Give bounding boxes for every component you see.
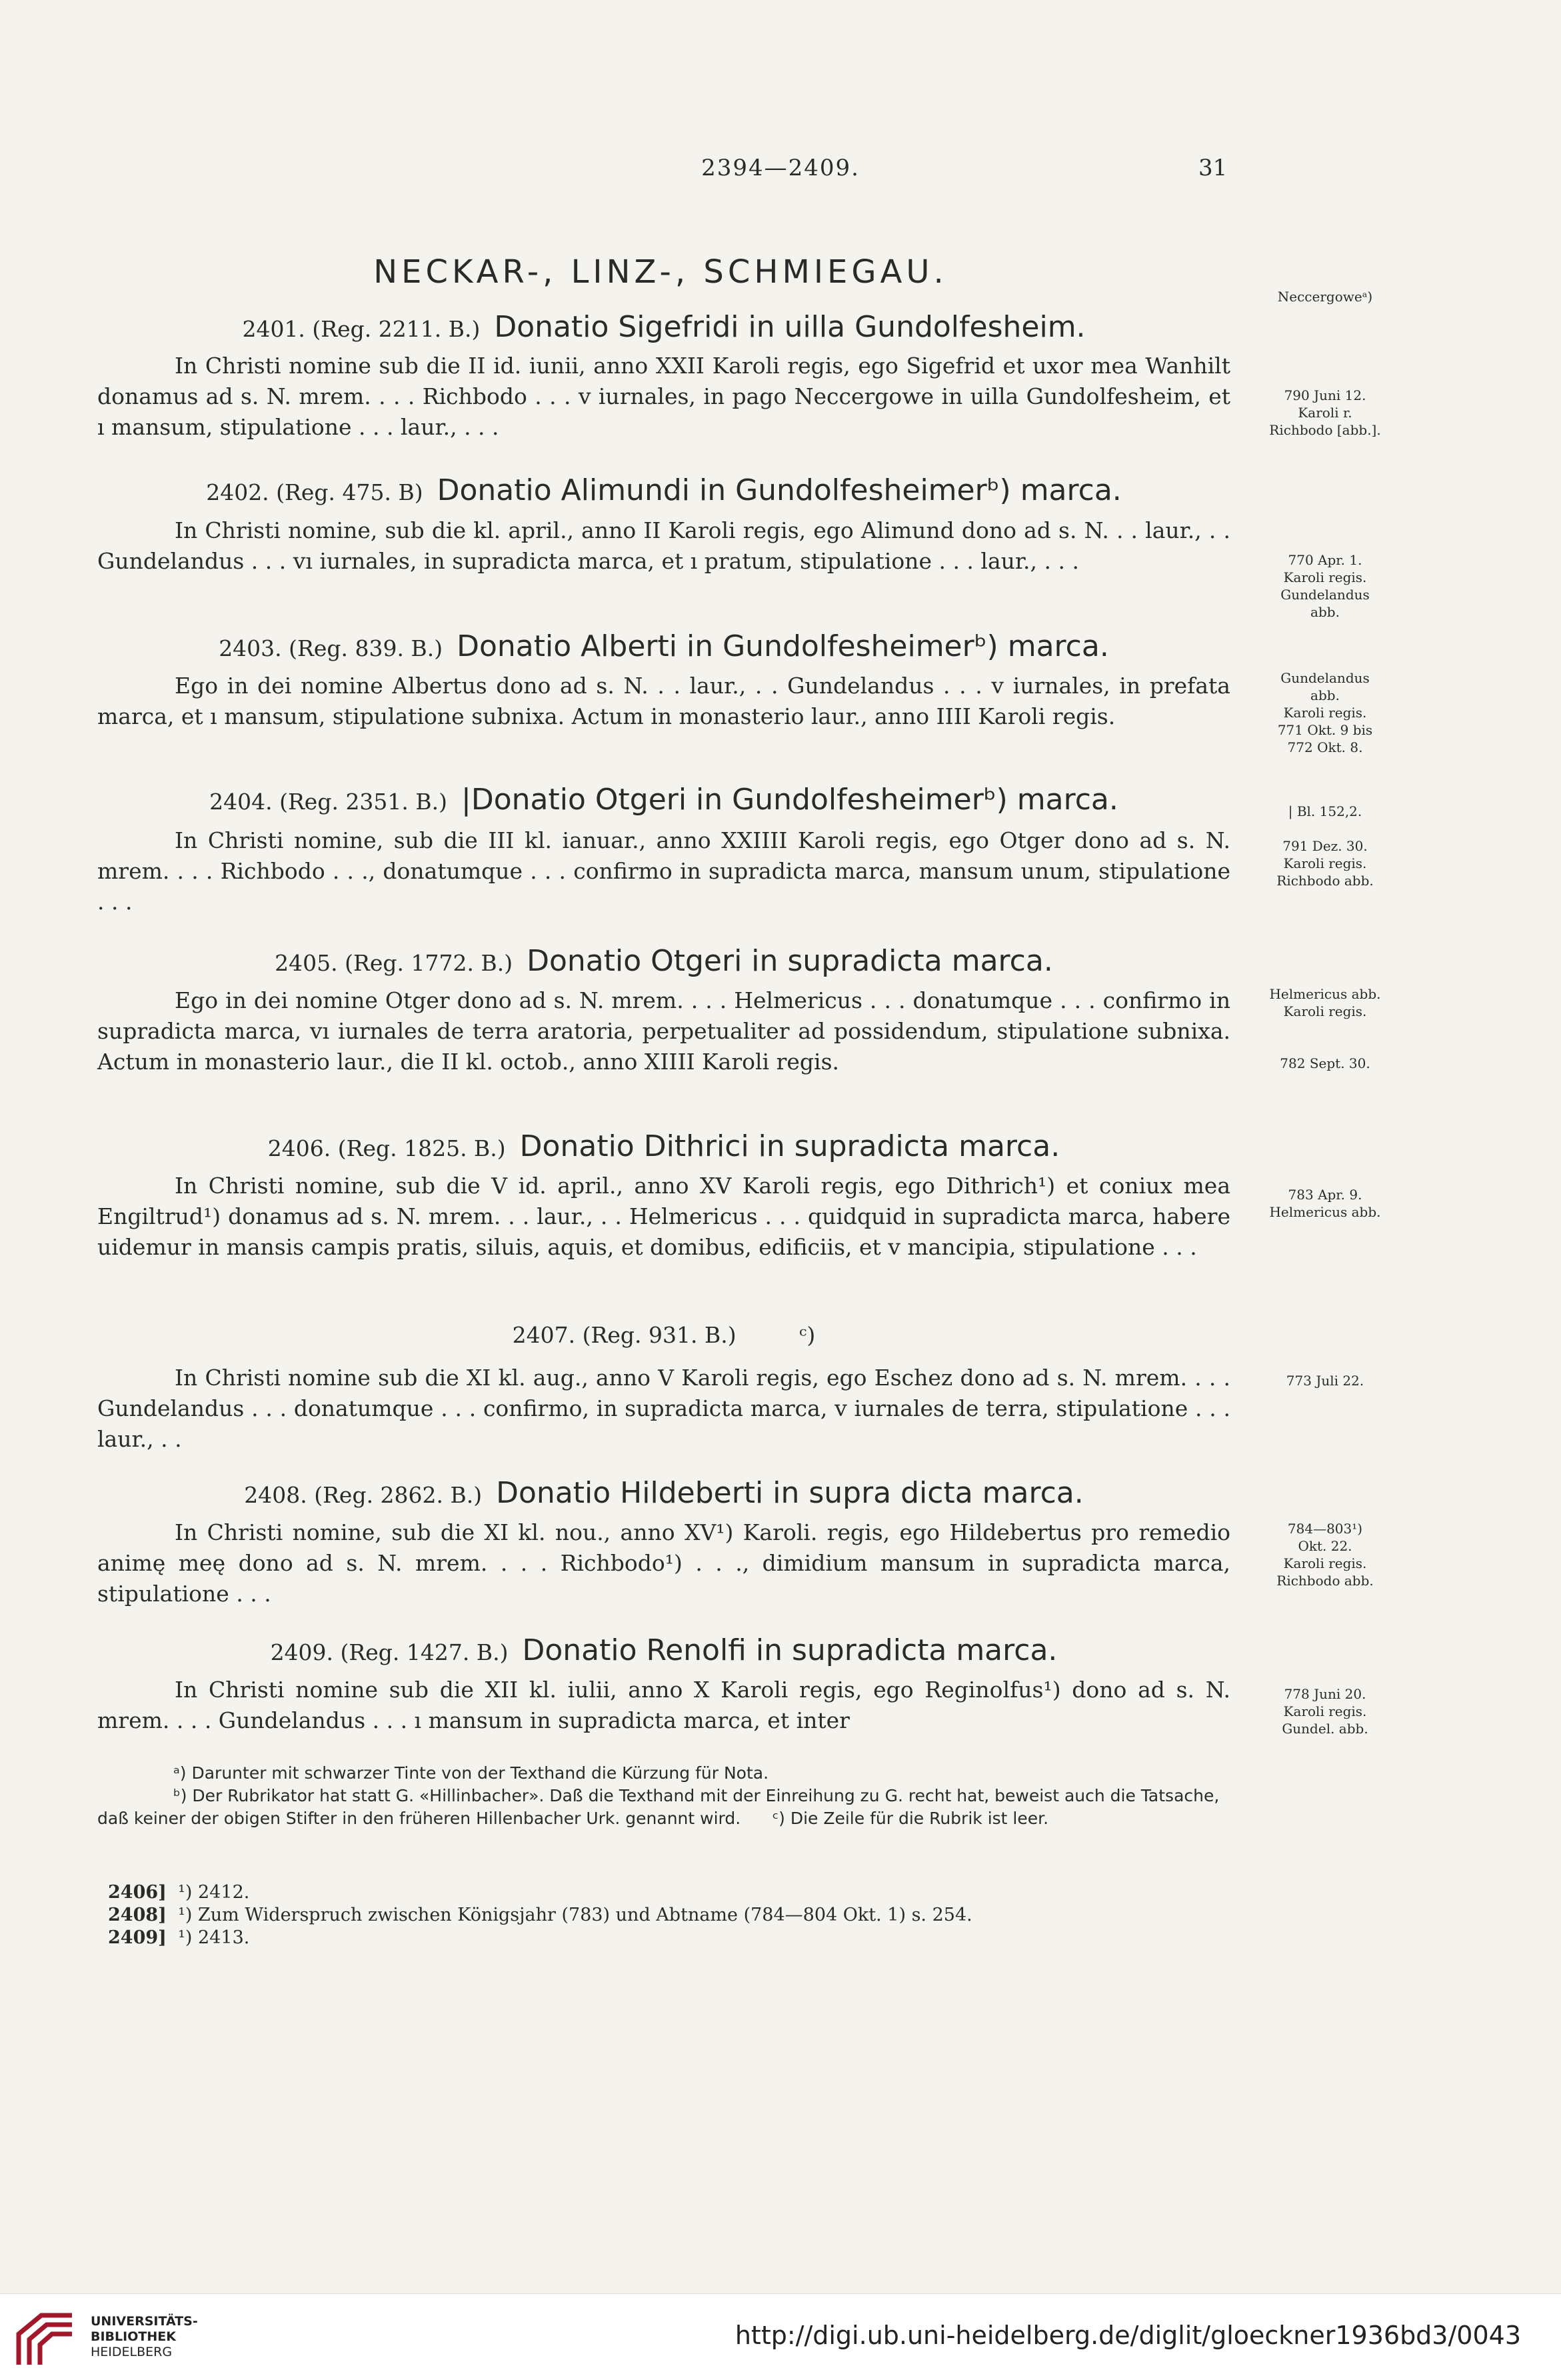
entry-text: In Christi nomine sub die XII kl. iulii, anno X Karoli regis, ego Reginolfus¹) dono ad s. N. mrem. . . . Gundelandus . . . ı mansum in supradicta marca, et inter [97,1677,1230,1733]
endnote: 2409] ¹) 2413. [108,1927,250,1948]
footnote-a: ᵃ) Darunter mit schwarzer Tinte von der Texthand die Kürzung für Nota. [173,1763,769,1783]
entry-text: In Christi nomine, sub die kl. april., anno II Karoli regis, ego Alimund dono ad s. N. . . laur., . . Gundelandus . . . vı iurnales, in supradicta marca, et ı pratum, stipulatione . . . laur., . . . [97,517,1230,574]
permalink-url[interactable]: http://digi.ub.uni-heidelberg.de/diglit/gloeckner1936bd3/0043 [735,2321,1521,2350]
entry-text: In Christi nomine, sub die XI kl. nou., anno XV¹) Karoli. regis, ego Hildebertus pro remedio animę meę dono ad s. N. mrem. . . . Richbodo¹) . . ., dimidium mansum in supradicta marca, stipulatione . . . [97,1519,1230,1607]
entry-heading: 2407. (Reg. 931. B.) ᶜ) [512,1322,816,1348]
sidenote-2408: 784—803¹) Okt. 22. Karoli regis. Richbodo abb. [1276,1521,1374,1589]
entry-heading: 2403. (Reg. 839. B.) Donatio Alberti in Gundolfesheimerᵇ) marca. [219,629,1109,663]
page-number: 31 [1198,155,1228,181]
entry-text: In Christi nomine sub die XI kl. aug., anno V Karoli regis, ego Eschez dono ad s. N. mrem. . . . Gundelandus . . . donatumque . . . confirmo, in supradicta marca, v iurnales de terra, stipulatione . . . laur., . . [97,1365,1230,1452]
entry-text: In Christi nomine sub die II id. iunii, anno XXII Karoli regis, ego Sigefrid et uxor mea Wanhilt donamus ad s. N. mrem. . . . Richbodo . . . v iurnales, in pago Neccergowe in uilla Gundolfesheim, et ı mansum, stipulatione . . . laur., . . . [97,353,1230,440]
endnotes [108,1881,1241,1949]
sidenote-2402: 770 Apr. 1. Karoli regis. Gundelandus abb. [1280,552,1370,620]
sidenote-2404: | Bl. 152,2. 791 Dez. 30. Karoli regis. Richbodo abb. [1276,803,1374,889]
entry-heading: 2404. (Reg. 2351. B.) |Donatio Otgeri in Gundolfesheimerᵇ) marca. [209,783,1118,817]
entry-heading: 2401. (Reg. 2211. B.) Donatio Sigefridi in uilla Gundolfesheim. [242,310,1086,344]
sidenote-2401: 790 Juni 12. Karoli r. Richbodo [abb.]. [1269,387,1381,438]
sidenote-2409: 778 Juni 20. Karoli regis. Gundel. abb. [1282,1686,1368,1737]
endnote: 2408] ¹) Zum Widerspruch zwischen Königsjahr (783) und Abtname (784—804 Okt. 1) s. 254. [108,1905,972,1925]
footnotes [97,1762,1230,1830]
running-header: 2394—2409. [701,155,860,181]
entry-text: In Christi nomine, sub die V id. april., anno XV Karoli regis, ego Dithrich¹) et coniux mea Engiltrud¹) donamus ad s. N. mrem. . . laur., . . Helmericus . . . quidquid in supradicta marca, habere uidemur in mansis campis pratis, siluis, aquis, et domibus, edificiis, et v mancipia, stipulatione . . . [97,1173,1230,1260]
library-footer-bar [0,2293,1561,2380]
entry-heading: 2409. (Reg. 1427. B.) Donatio Renolfi in supradicta marca. [270,1633,1058,1667]
sidenote-2406: 783 Apr. 9. Helmericus abb. [1269,1187,1381,1220]
entry-text: Ego in dei nomine Otger dono ad s. N. mrem. . . . Helmericus . . . donatumque . . . confirmo in supradicta marca, vı iurnales de terra aratoria, perpetualiter ad possidendum, stipulatione subnixa. Actum in monasterio laur., die II kl. octob., anno XIIII Karoli regis. [97,987,1230,1075]
entry-text: Ego in dei nomine Albertus dono ad s. N. . . laur., . . Gundelandus . . . v iurnales, in prefata marca, et ı mansum, stipulatione subnixa. Actum in monasterio laur., anno IIII Karoli regis. [97,673,1230,729]
sidenote-2405: Helmericus abb. Karoli regis. 782 Sept. 30. [1269,986,1381,1071]
section-title: NECKAR-, LINZ-, SCHMIEGAU. [373,253,948,291]
sidenote-2403: Gundelandus abb. Karoli regis. 771 Okt. 9 bis 772 Okt. 8. [1277,670,1373,755]
main-text-column [97,0,1230,2293]
library-logo-icon [12,2311,79,2367]
entry-heading: 2402. (Reg. 475. B) Donatio Alimundi in Gundolfesheimerᵇ) marca. [206,473,1122,507]
sidenote-2407: 773 Juli 22. [1286,1373,1364,1389]
entry-heading: 2406. (Reg. 1825. B.) Donatio Dithrici in supradicta marca. [267,1129,1060,1163]
footnote-c: ᶜ) Die Zeile für die Rubrik ist leer. [772,1809,1049,1828]
library-name: UNIVERSITÄTS- BIBLIOTHEK HEIDELBERG [91,2314,198,2359]
entry-text: In Christi nomine, sub die III kl. ianuar., anno XXIIII Karoli regis, ego Otger dono ad s. N. mrem. . . . Richbodo . . ., donatumque . . . confirmo in supradicta marca, mansum unum, stipulatione . . . [97,827,1230,915]
entry-heading: 2405. (Reg. 1772. B.) Donatio Otgeri in supradicta marca. [275,944,1053,978]
footnote-b: ᵇ) Der Rubrikator hat statt G. «Hillinbacher». Daß die Texthand mit der Einreihung zu G. recht hat, beweist auch die Tatsache, daß keiner der obigen Stifter in den früheren Hillenbacher Urk. genannt wird. ᶜ) Die Zeile für die Rubrik ist leer. [97,1786,1220,1828]
endnote: 2406] ¹) 2412. [108,1882,250,1903]
top-sidenote: Neccergoweᵃ) [1277,289,1373,305]
entry-heading: 2408. (Reg. 2862. B.) Donatio Hildeberti in supra dicta marca. [244,1476,1084,1510]
